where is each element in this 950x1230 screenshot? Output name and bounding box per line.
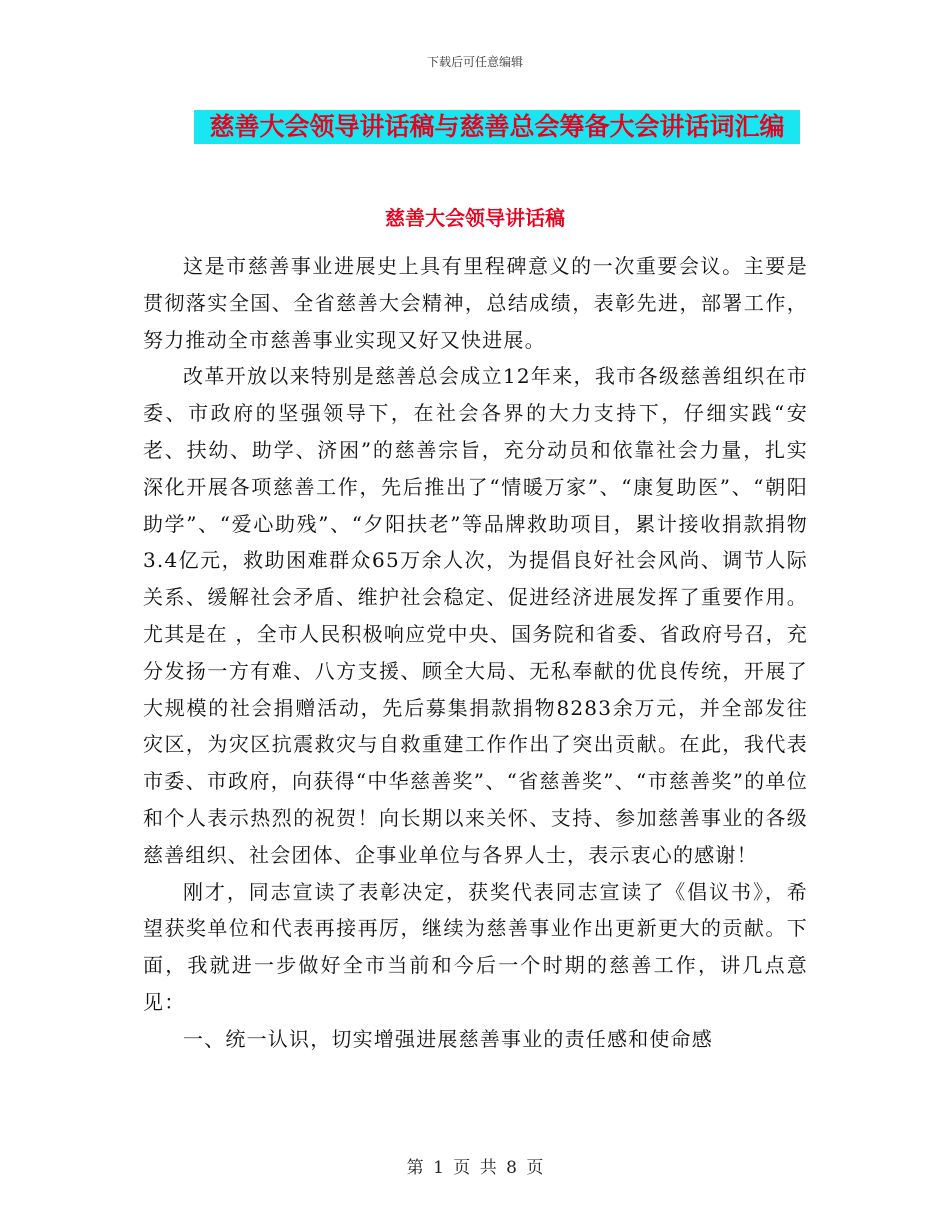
body-paragraph-1: 这是市慈善事业进展史上具有里程碑意义的一次重要会议。主要是贯彻落实全国、全省慈善大会精神，总结成绩，表彰先进，部署工作，努力推动全市慈善事业实现又好又快进展。: [143, 254, 808, 352]
document-main-title: 慈善大会领导讲话稿与慈善总会筹备大会讲话词汇编: [194, 110, 800, 144]
header-note: 下载后可任意编辑: [426, 55, 523, 69]
body-paragraph-3: 刚才，同志宣读了表彰决定，获奖代表同志宣读了《倡议书》，希望获奖单位和代表再接再厉，继续为慈善事业作出更新更大的贡献。下面，我就进一步做好全市当前和今后一个时期的慈善工作，讲几点意见：: [143, 879, 808, 1014]
section-heading-1: 一、统一认识，切实增强进展慈善事业的责任感和使命感: [183, 1026, 713, 1051]
document-sub-title: 慈善大会领导讲话稿: [385, 206, 565, 230]
page-number-footer: 第 1 页 共 8 页: [406, 1158, 544, 1178]
body-paragraph-2: 改革开放以来特别是慈善总会成立12年来，我市各级慈善组织在市委、市政府的坚强领导下，在社会各界的大力支持下，仔细实践“安老、扶幼、助学、济困”的慈善宗旨，充分动员和依靠社会力量，扎实深化开展各项慈善工作，先后推出了“情暖万家”、“康复助医”、“朝阳助学”、“爱心助残”、“夕阳扶老”等品牌救助项目，累计接收捐款捐物3.4亿元，救助困难群众65万余人次，为提倡良好社会风尚、调节人际关系、缓解社会矛盾、维护社会稳定、促进经济进展发挥了重要作用。尤其是在 ，全市人民积极响应党中央、国务院和省委、省政府号召，充分发扬一方有难、八方支援、顾全大局、无私奉献的优良传统，开展了大规模的社会捐赠活动，先后募集捐款捐物8283余万元，并全部发往灾区，为灾区抗震救灾与自救重建工作作出了突出贡献。在此，我代表市委、市政府，向获得“中华慈善奖”、“省慈善奖”、“市慈善奖”的单位和个人表示热烈的祝贺！向长期以来关怀、支持、参加慈善事业的各级慈善组织、社会团体、企事业单位与各界人士，表示衷心的感谢！: [143, 364, 808, 867]
document-body: [143, 248, 808, 1058]
